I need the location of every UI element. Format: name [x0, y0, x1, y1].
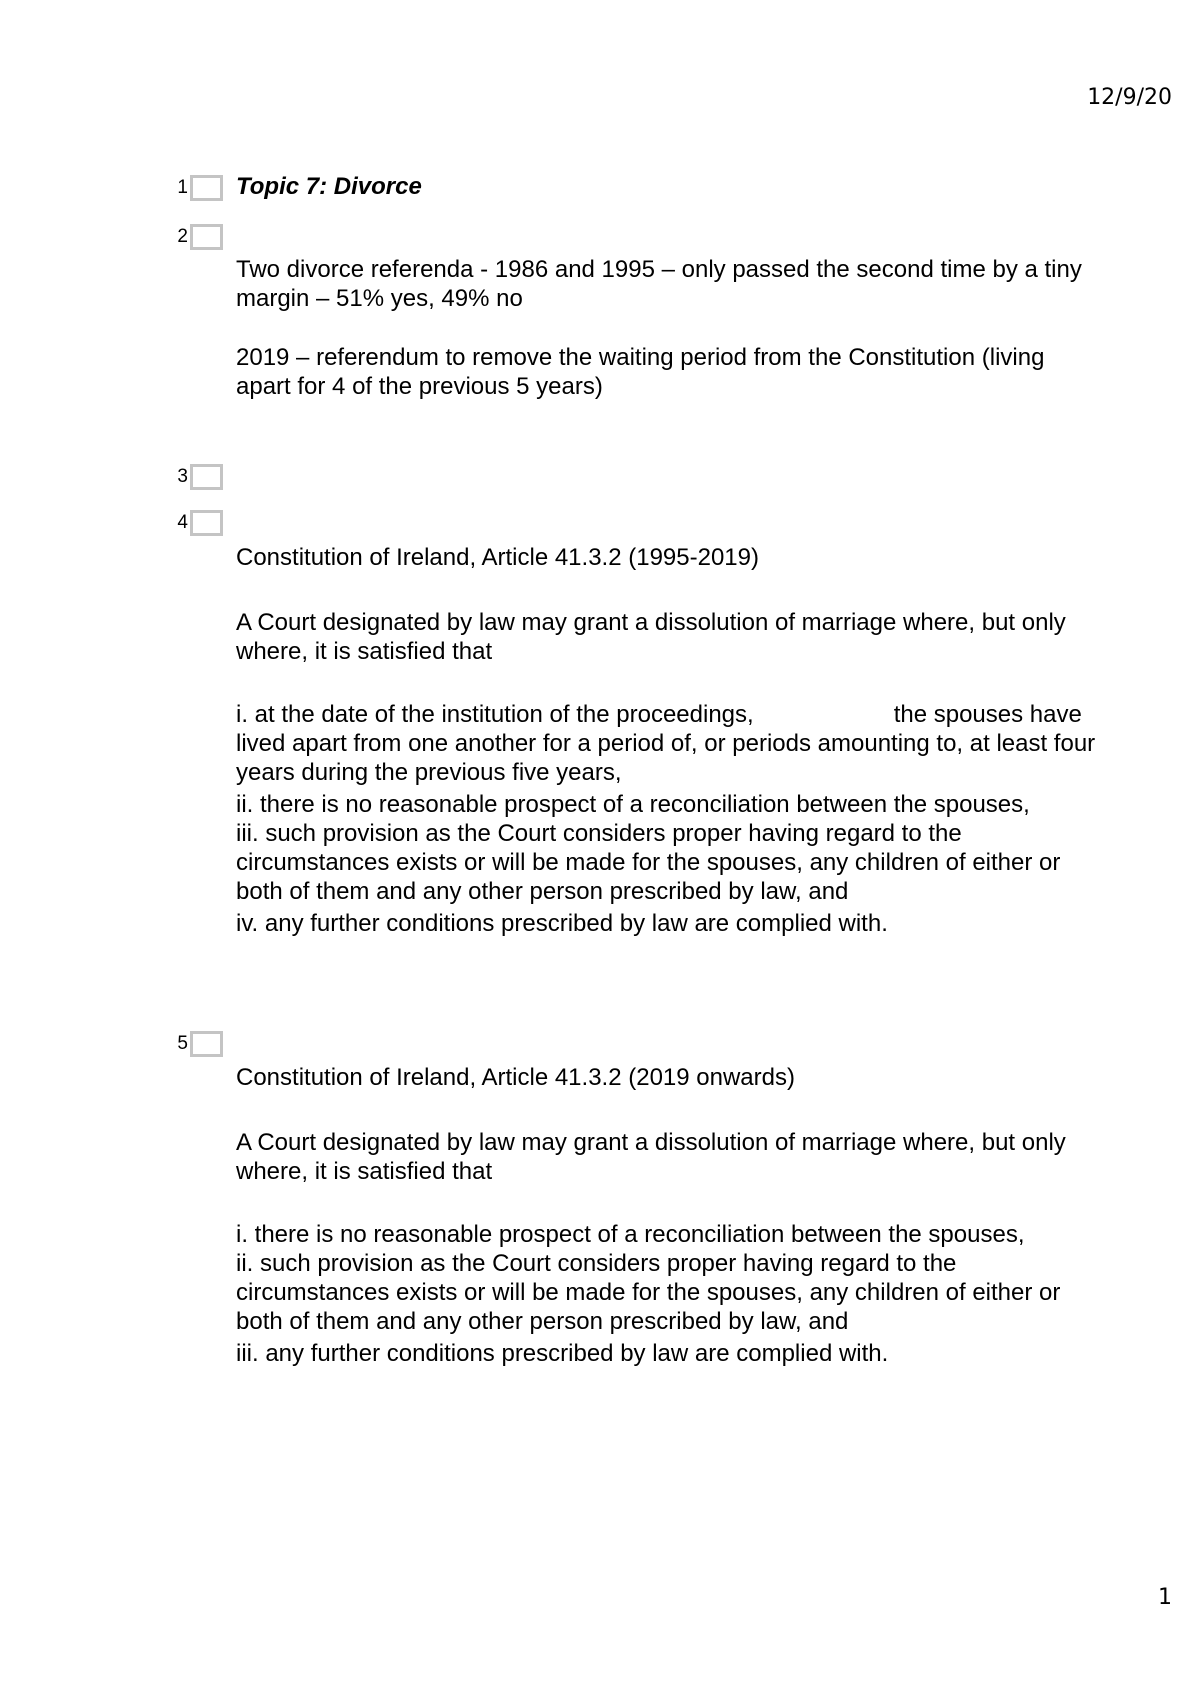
article-item: iii. such provision as the Court considers proper having regard to the circumstances exists or will be made for the spouses, any children of either or both of them and any other person prescribed by law, and [236, 820, 1061, 905]
slide-marker-3[interactable] [172, 462, 223, 492]
slide-number: 2 [177, 226, 188, 247]
article-item: ii. such provision as the Court considers proper having regard to the circumstances exists or will be made for the spouses, any children of either or both of them and any other person prescribed by law, and [236, 1250, 1061, 1335]
referenda-note: Two divorce referenda - 1986 and 1995 – only passed the second time by a tiny margin – 51% yes, 49% no [236, 256, 1082, 312]
article-intro: A Court designated by law may grant a dissolution of marriage where, but only where, it is satisfied that [236, 1129, 1066, 1185]
article-item: iii. any further conditions prescribed by law are complied with. [236, 1340, 889, 1367]
slide-5-content [236, 1063, 1096, 1368]
article-heading: Constitution of Ireland, Article 41.3.2 (2019 onwards) [236, 1064, 795, 1091]
slide-thumbnail-box[interactable] [190, 224, 223, 250]
slide-4-content [236, 543, 1096, 938]
article-item: ii. there is no reasonable prospect of a reconciliation between the spouses, [236, 791, 1030, 818]
article-item: i. there is no reasonable prospect of a reconciliation between the spouses, [236, 1221, 1025, 1248]
article-item-part: the spouses have lived apart from one another for a period of, or periods amounting to, at least four years during the previous five years, [236, 701, 1096, 786]
article-item: iv. any further conditions prescribed by law are complied with. [236, 910, 888, 937]
slide-marker-5[interactable] [172, 1029, 223, 1059]
topic-title: Topic 7: Divorce [236, 173, 422, 200]
slide-thumbnail-box[interactable] [190, 175, 223, 201]
page-date: 12/9/20 [1087, 85, 1172, 110]
page-number: 1 [1158, 1585, 1172, 1610]
slide-marker-1[interactable] [172, 173, 223, 203]
article-heading: Constitution of Ireland, Article 41.3.2 (1995-2019) [236, 544, 759, 571]
slide-number: 3 [177, 466, 188, 487]
slide-2-content [236, 255, 1096, 401]
slide-marker-2[interactable] [172, 222, 223, 252]
slide-thumbnail-box[interactable] [190, 1031, 223, 1057]
article-intro: A Court designated by law may grant a dissolution of marriage where, but only where, it is satisfied that [236, 609, 1066, 665]
article-item [236, 700, 1096, 787]
slide-1-content [236, 172, 1096, 201]
slide-thumbnail-box[interactable] [190, 510, 223, 536]
slide-number: 1 [177, 177, 188, 198]
article-item-part: i. at the date of the institution of the proceedings, [236, 701, 754, 728]
referendum-2019-note: 2019 – referendum to remove the waiting period from the Constitution (living apart for 4 of the previous 5 years) [236, 344, 1045, 400]
slide-number: 4 [177, 512, 188, 533]
slide-marker-4[interactable] [172, 508, 223, 538]
slide-number: 5 [177, 1033, 188, 1054]
slide-thumbnail-box[interactable] [190, 464, 223, 490]
